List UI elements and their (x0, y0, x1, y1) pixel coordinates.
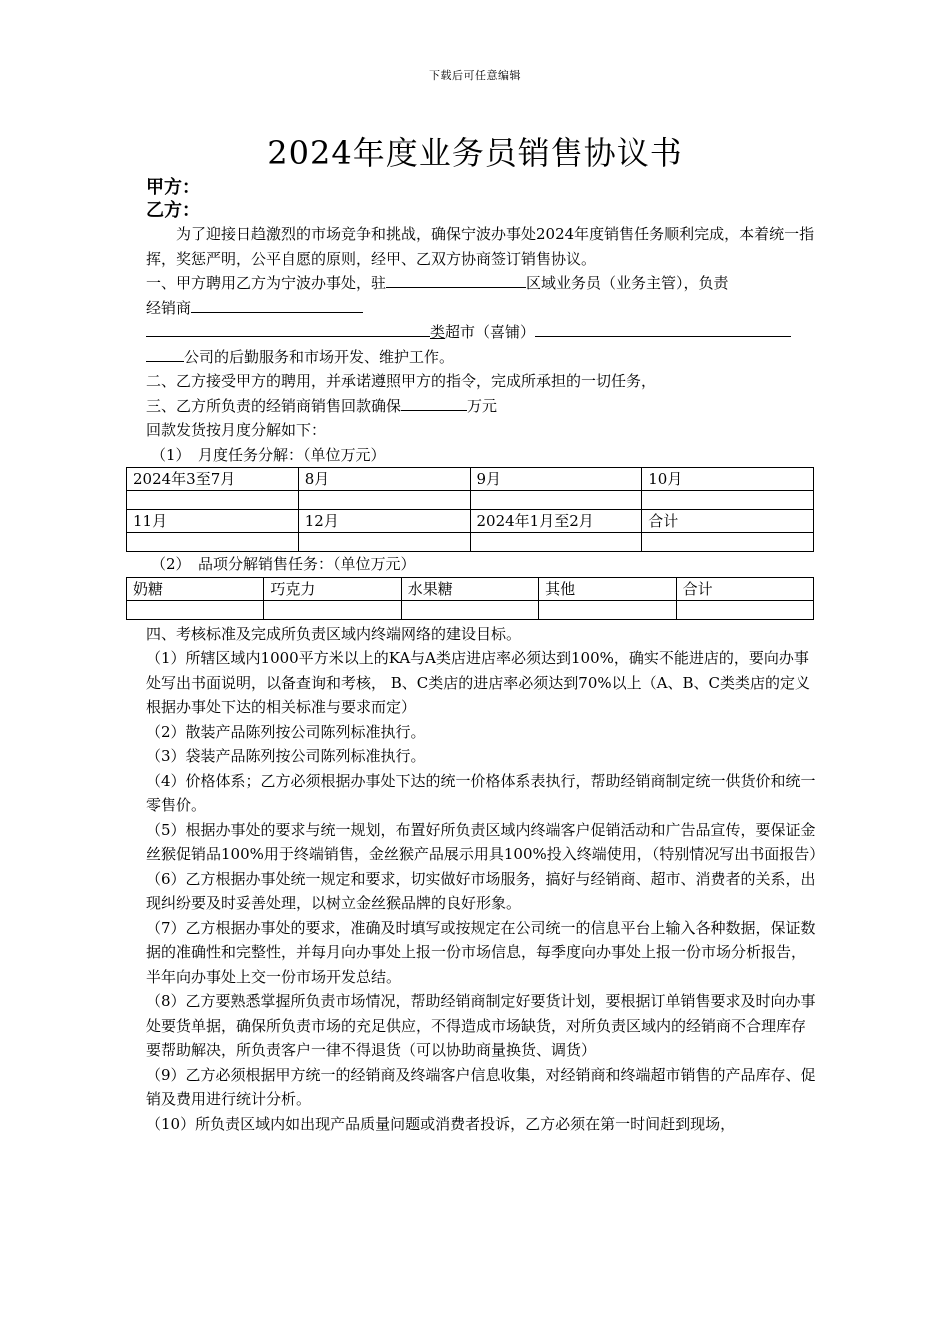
supermarket-blank[interactable] (535, 320, 791, 337)
list-item: （2）散装产品陈列按公司陈列标准执行。 (146, 722, 426, 741)
page-title: 2024年度业务员销售协议书 (267, 134, 683, 172)
table-cell: 2024年1月至2月 (470, 510, 642, 533)
region-blank[interactable] (386, 271, 526, 288)
clause-1-text-d: 类 (430, 323, 446, 341)
clause-3-text-a: 三、乙方所负责的经销商销售回款确保 (146, 396, 402, 415)
table-cell: 10月 (642, 468, 814, 491)
clause-1-line-3 (146, 320, 818, 345)
clause-1-line-4 (146, 345, 818, 370)
table-cell: 12月 (298, 510, 470, 533)
table-input-cell[interactable] (642, 533, 814, 552)
section-4-title: 四、考核标准及完成所负责区域内终端网络的建设目标。 (146, 624, 522, 643)
monthly-note: 回款发货按月度分解如下： (146, 421, 327, 439)
table-input-cell[interactable] (401, 600, 538, 619)
table-input-cell[interactable] (264, 600, 401, 619)
table-input-cell[interactable] (539, 600, 676, 619)
clause-3 (146, 394, 818, 419)
table-input-cell[interactable] (127, 600, 264, 619)
clause-1-line-2 (146, 296, 818, 321)
table-input-cell[interactable] (127, 533, 299, 552)
table-2-caption: （2） 品项分解销售任务：（单位万元） (151, 555, 416, 573)
list-item: （10）所负责区域内如出现产品质量问题或消费者投诉，乙方必须在第一时间赶到现场， (146, 1114, 736, 1133)
list-item: （4）价格体系；乙方必须根据办事处下达的统一价格体系表执行，帮助经销商制定统一供货价和统一零售价。 (146, 771, 816, 814)
table-row (127, 468, 814, 491)
company-blank[interactable] (146, 345, 184, 362)
table-input-cell[interactable] (298, 533, 470, 552)
party-b-label: 乙方： (146, 200, 200, 221)
list-item: （3）袋装产品陈列按公司陈列标准执行。 (146, 747, 426, 765)
list-item: （1）所辖区域内1000平方米以上的KA与A类店进店率必须达到100%，确实不能进店的，要向办事处写出书面说明，以备查询和考核， B、C类店的进店率必须达到70%以上（A、B、C类类店的定义根据办事处下达的相关标准与要求而定） (146, 649, 810, 716)
table-cell: 9月 (470, 468, 642, 491)
list-item: （8）乙方要熟悉掌握所负责市场情况，帮助经销商制定好要货计划，要根据订单销售要求及时向办事处要货单据，确保所负责市场的充足供应，不得造成市场缺货，对所负责区域内的经销商不合理库存要帮助解决，所负责客户一律不得退货（可以协助商量换货、调货） (146, 992, 816, 1059)
clause-1-text-e: 超市（喜铺） (445, 323, 536, 341)
list-item: （9）乙方必须根据甲方统一的经销商及终端客户信息收集，对经销商和终端超市销售的产品库存、促销及费用进行统计分析。 (146, 1065, 816, 1108)
table-row (127, 577, 814, 600)
clause-2: 二、乙方接受甲方的聘用，并承诺遵照甲方的指令，完成所承担的一切任务， (146, 372, 657, 390)
table-cell: 奶糖 (127, 577, 264, 600)
intro-paragraph: 为了迎接日趋激烈的市场竞争和挑战，确保宁波办事处2024年度销售任务顺利完成，本着统一指挥，奖惩严明，公平自愿的原则，经甲、乙双方协商签订销售协议。 (146, 225, 815, 268)
payment-amount-blank[interactable] (401, 394, 467, 411)
clause-1-text-a: 一、甲方聘用乙方为宁波办事处，驻 (146, 274, 387, 292)
table-cell: 水果糖 (401, 577, 538, 600)
distributor-blank[interactable] (191, 296, 363, 313)
table-input-cell[interactable] (642, 491, 814, 510)
table-input-cell[interactable] (298, 491, 470, 510)
table-cell: 合计 (642, 510, 814, 533)
table-cell: 8月 (298, 468, 470, 491)
table-row-input (127, 600, 814, 619)
agreement-body (133, 176, 825, 1136)
list-item: （6）乙方根据办事处统一规定和要求，切实做好市场服务，搞好与经销商、超市、消费者的关系，出现纠纷要及时妥善处理，以树立金丝猴品牌的良好形象。 (146, 869, 816, 912)
list-item: （7）乙方根据办事处的要求，准确及时填写或按规定在公司统一的信息平台上输入各种数据，保证数据的准确性和完整性，并每月向办事处上报一份市场信息，每季度向办事处上报一份市场分析报告，半年向办事处上交一份市场开发总结。 (146, 918, 816, 986)
party-a-label: 甲方： (146, 177, 200, 198)
header-note: 下载后可任意编辑 (429, 69, 521, 82)
table-cell: 合计 (676, 577, 813, 600)
table-cell: 其他 (539, 577, 676, 600)
table-1-caption: （1） 月度任务分解：（单位万元） (151, 445, 386, 464)
table-row-input (127, 491, 814, 510)
table-cell: 巧克力 (264, 577, 401, 600)
table-cell: 11月 (127, 510, 299, 533)
table-row (127, 510, 814, 533)
table-input-cell[interactable] (470, 491, 642, 510)
clause-1-text-f: 公司的后勤服务和市场开发、维护工作。 (184, 347, 455, 366)
monthly-task-table (126, 467, 814, 552)
clause-3-text-b: 万元 (467, 396, 498, 415)
table-cell: 2024年3至7月 (127, 468, 299, 491)
clause-1-line-1 (146, 271, 818, 296)
table-input-cell[interactable] (470, 533, 642, 552)
clause-1-text-b: 区域业务员（业务主管），负责 (526, 274, 729, 292)
store-class-blank[interactable] (146, 320, 430, 337)
table-row-input (127, 533, 814, 552)
table-input-cell[interactable] (127, 491, 299, 510)
clause-1-text-c: 经销商 (146, 298, 192, 317)
table-input-cell[interactable] (676, 600, 813, 619)
product-task-table (126, 577, 814, 620)
list-item: （5）根据办事处的要求与统一规划，布置好所负责区域内终端客户促销活动和广告品宣传，要保证金丝猴促销品100%用于终端销售，金丝猴产品展示用具100%投入终端使用，（特别情况写出书面报告） (146, 820, 825, 863)
